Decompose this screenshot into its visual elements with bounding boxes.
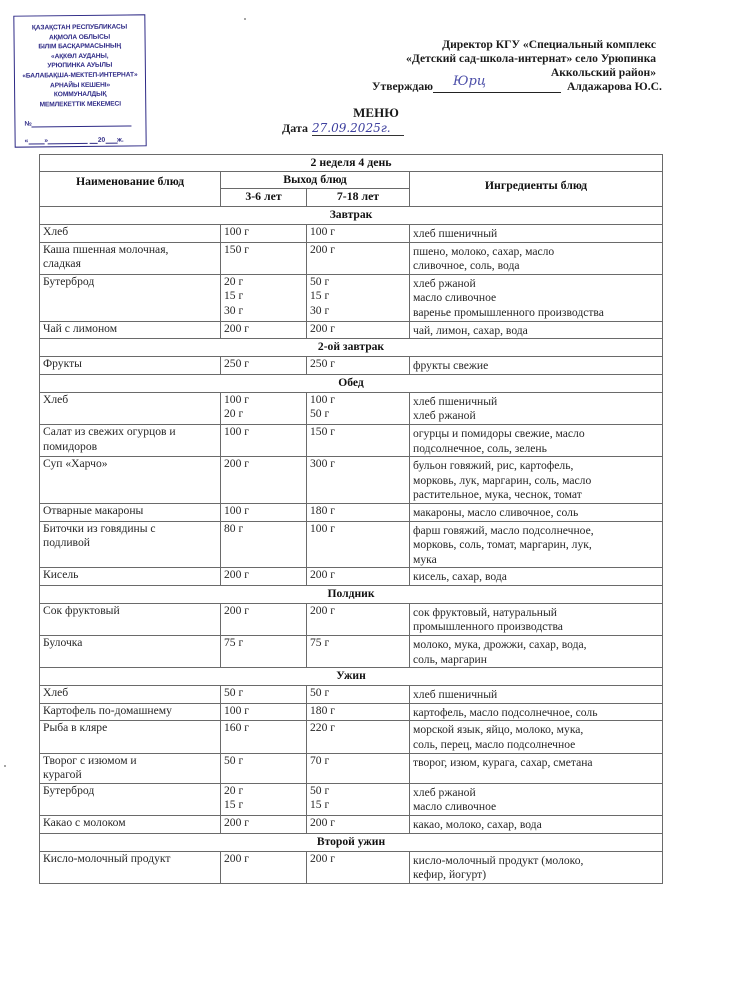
dish-name-text: Фрукты [43,357,82,371]
dish-name-cell [40,603,221,635]
yield-7-18-cell [307,721,410,753]
ingredients-cell [410,274,663,321]
dish-name-text: Хлеб [43,225,69,238]
dish-name-cell [40,424,221,456]
yield-7-18-text: 30 г [310,303,330,317]
ingredients-cell [410,816,663,834]
yield-7-18-cell [307,503,410,521]
dish-name-cell [40,568,221,586]
yield-7-18-cell [307,357,410,375]
dish-name-text: Булочка [43,636,83,650]
section-row [40,374,663,392]
yield-7-18-cell [307,816,410,834]
dish-name-text: подливой [43,536,90,550]
ingredients-text: морской язык, яйцо, молоко, мука, [413,723,584,737]
approval-line-1: Директор КГУ «Специальный комплекс [442,38,656,51]
yield-3-6-text: 100 г [224,392,250,406]
ingredients-cell [410,357,663,375]
page-title [0,105,732,121]
table-row [40,636,663,668]
header-yield: Выход блюд [221,172,410,189]
yield-3-6-cell [221,686,307,704]
yield-7-18-text: 200 г [310,568,336,582]
week-day-row [40,155,663,172]
yield-7-18-text: 200 г [310,603,336,617]
section-row [40,339,663,357]
stamp-line: «БАЛАБАҚША-МЕКТЕП-ИНТЕРНАТ» [22,71,138,80]
table-row [40,424,663,456]
dish-name-cell [40,225,221,243]
dish-name-text: Хлеб [43,686,69,700]
table-row [40,392,663,424]
yield-3-6-text: 200 г [224,816,250,829]
dish-name-cell [40,521,221,568]
ingredients-cell [410,703,663,721]
yield-3-6-cell [221,721,307,753]
table-row [40,603,663,635]
stamp-number-label: № [24,120,32,128]
yield-3-6-cell [221,703,307,721]
yield-7-18-cell [307,457,410,504]
ingredients-cell [410,753,663,783]
yield-7-18-cell [307,274,410,321]
ingredients-cell [410,392,663,424]
yield-7-18-text: 50 г [310,407,330,421]
dish-name-cell [40,753,221,783]
dish-name-cell [40,242,221,274]
yield-7-18-text: 180 г [310,703,336,717]
dish-name-text: Чай с лимоном [43,321,118,335]
scan-speck [4,765,6,767]
yield-3-6-text: 200 г [224,321,250,335]
week-day-title: 2 неделя 4 день [40,155,663,172]
stamp-quote-close: » [44,137,49,145]
dish-name-cell [40,686,221,704]
dish-name-cell [40,816,221,834]
ingredients-text: чай, лимон, сахар, вода [413,323,528,337]
approver-name: Алдажарова Ю.С. [567,80,662,93]
ingredients-text: морковь, соль, томат, маргарин, лук, [413,538,592,552]
stamp-year-underline [105,136,117,144]
ingredients-cell [410,503,663,521]
header-row-1 [40,172,663,189]
approve-label: Утверждаю [372,80,433,93]
table-row [40,816,663,834]
dish-name-text: Картофель по-домашнему [43,703,172,717]
ingredients-text: творог, изюм, курага, сахар, сметана [413,755,593,769]
yield-3-6-text: 50 г [224,686,244,700]
yield-3-6-text: 100 г [224,503,250,517]
ingredients-cell [410,521,663,568]
dish-name-cell [40,392,221,424]
dish-name-text: Суп «Харчо» [43,457,108,471]
dish-name-text: Какао с молоком [43,816,126,829]
meal-section-title: Второй ужин [40,833,663,851]
dish-name-text: курагой [43,768,82,782]
yield-3-6-text: 20 г [224,274,244,288]
table-row [40,321,663,339]
yield-7-18-text: 15 г [310,798,330,812]
table-row [40,783,663,815]
yield-7-18-cell [307,242,410,274]
yield-3-6-text: 100 г [224,225,250,238]
table-row [40,242,663,274]
stamp-line: МЕМЛЕКЕТТІК МЕКЕМЕСІ [39,100,121,109]
ingredients-text: кисель, сахар, вода [413,570,507,584]
dish-name-cell [40,274,221,321]
yield-7-18-cell [307,568,410,586]
yield-7-18-cell [307,392,410,424]
stamp-line: КОММУНАЛДЫҚ [53,90,107,99]
yield-7-18-text: 180 г [310,503,336,517]
ingredients-cell [410,424,663,456]
yield-3-6-cell [221,225,307,243]
table-row [40,457,663,504]
yield-3-6-cell [221,521,307,568]
ingredients-text: макароны, масло сливочное, соль [413,505,579,519]
ingredients-cell [410,851,663,883]
stamp-line: «АҚКӨЛ АУДАНЫ, [50,52,109,61]
stamp-month-underline [48,136,88,144]
table-header [40,155,663,207]
ingredients-text: хлеб ржаной [413,276,476,290]
ingredients-text: промышленного производства [413,620,563,634]
yield-3-6-text: 15 г [224,289,244,303]
ingredients-text: пшено, молоко, сахар, масло [413,244,555,258]
ingredients-text: картофель, масло подсолнечное, соль [413,705,598,719]
stamp-line: АҚМОЛА ОБЛЫСЫ [48,33,111,41]
yield-7-18-cell [307,636,410,668]
yield-3-6-text: 75 г [224,636,244,650]
dish-name-text: Отварные макароны [43,503,144,517]
signature-underline [433,74,561,93]
dish-name-cell [40,851,221,883]
approval-line-3: Аккольский район» [550,66,656,80]
yield-3-6-cell [221,503,307,521]
ingredients-text: морковь, лук, маргарин, соль, масло [413,473,592,487]
yield-3-6-text: 80 г [224,521,244,535]
date-label: Дата [282,121,308,135]
table-row [40,225,663,243]
yield-3-6-cell [221,783,307,815]
menu-table [39,154,663,884]
stamp-day-underline [28,137,44,145]
yield-7-18-text: 70 г [310,753,330,767]
header-ingredients: Ингредиенты блюд [410,172,663,207]
ingredients-text: кефир, йогурт) [413,868,487,882]
dish-name-cell [40,783,221,815]
table-row [40,503,663,521]
dish-name-text: Салат из свежих огурцов и [43,424,176,438]
yield-7-18-text: 75 г [310,636,330,650]
yield-3-6-cell [221,636,307,668]
stamp-line: УРЮПИНКА АУЫЛЫ [47,62,113,70]
yield-3-6-cell [221,753,307,783]
ingredients-cell [410,225,663,243]
yield-3-6-cell [221,357,307,375]
yield-3-6-cell [221,392,307,424]
ingredients-text: хлеб ржаной [413,409,476,423]
yield-7-18-cell [307,753,410,783]
ingredients-cell [410,603,663,635]
scan-speck [244,18,246,20]
yield-7-18-cell [307,521,410,568]
yield-3-6-cell [221,816,307,834]
stamp-year-suffix: ж. [117,136,124,144]
yield-7-18-text: 150 г [310,424,336,438]
yield-3-6-text: 250 г [224,357,250,371]
stamp-line: БІЛІМ БАСҚАРМАСЫНЫҢ [38,42,122,51]
dish-name-text: Каша пшенная молочная, [43,242,169,256]
yield-3-6-cell [221,424,307,456]
ingredients-cell [410,636,663,668]
table-row [40,721,663,753]
header-dish-name: Наименование блюд [40,172,221,207]
yield-7-18-text: 300 г [310,457,336,471]
ingredients-text: соль, маргарин [413,652,487,666]
ingredients-text: соль, перец, масло подсолнечное [413,738,576,752]
yield-3-6-cell [221,603,307,635]
yield-3-6-cell [221,457,307,504]
table-row [40,274,663,321]
ingredients-text: хлеб ржаной [413,785,476,799]
ingredients-text: хлеб пшеничный [413,227,498,240]
stamp-line: ҚАЗАҚСТАН РЕСПУБЛИКАСЫ [31,23,128,32]
yield-3-6-text: 160 г [224,721,250,735]
ingredients-text: кисло-молочный продукт (молоко, [413,853,584,867]
date-value: 27.09.2025г. [312,122,404,136]
table-row [40,753,663,783]
dish-name-cell [40,703,221,721]
yield-7-18-text: 200 г [310,242,336,256]
yield-7-18-cell [307,225,410,243]
dish-name-cell [40,503,221,521]
yield-7-18-cell [307,686,410,704]
meal-section-title: 2-ой завтрак [40,339,663,357]
meal-section-title: Полдник [40,585,663,603]
yield-7-18-text: 100 г [310,225,336,238]
yield-7-18-text: 100 г [310,392,336,406]
yield-3-6-text: 50 г [224,753,244,767]
ingredients-text: сливочное, соль, вода [413,259,520,273]
ingredients-text: хлеб пшеничный [413,688,498,702]
yield-7-18-cell [307,424,410,456]
yield-3-6-text: 100 г [224,424,250,438]
yield-7-18-text: 50 г [310,783,330,797]
yield-7-18-text: 250 г [310,357,336,371]
yield-7-18-text: 200 г [310,321,336,335]
table-row [40,686,663,704]
ingredients-cell [410,321,663,339]
table-body [40,207,663,884]
dish-name-text: сладкая [43,257,81,271]
dish-name-cell [40,457,221,504]
ingredients-text: какао, молоко, сахар, вода [413,818,542,831]
yield-3-6-text: 200 г [224,603,250,617]
yield-3-6-text: 150 г [224,242,250,256]
yield-7-18-text: 100 г [310,521,336,535]
yield-7-18-cell [307,783,410,815]
approval-header [406,38,656,81]
yield-7-18-cell [307,851,410,883]
yield-3-6-text: 20 г [224,783,244,797]
dish-name-text: Хлеб [43,392,69,406]
ingredients-text: варенье промышленного производства [413,305,604,319]
meal-section-title: Обед [40,374,663,392]
dish-name-text: Кисло-молочный продукт [43,851,171,865]
dish-name-text: Сок фруктовый [43,603,120,617]
dish-name-text: Рыба в кляре [43,721,108,735]
dish-name-text: помидоров [43,439,98,453]
ingredients-text: фрукты свежие [413,359,489,373]
ingredients-text: бульон говяжий, рис, картофель, [413,459,574,473]
ingredients-text: масло сливочное [413,291,497,305]
yield-7-18-text: 50 г [310,686,330,700]
yield-7-18-cell [307,603,410,635]
section-row [40,668,663,686]
yield-3-6-cell [221,568,307,586]
table-row [40,568,663,586]
yield-3-6-text: 200 г [224,568,250,582]
dish-name-text: Кисель [43,568,79,582]
dish-name-cell [40,321,221,339]
ingredients-text: мука [413,552,437,566]
dish-name-cell [40,721,221,753]
table-row [40,851,663,883]
dish-name-cell [40,636,221,668]
yield-3-6-text: 20 г [224,407,244,421]
section-row [40,833,663,851]
dish-name-text: Творог с изюмом и [43,753,137,767]
official-stamp [13,14,146,147]
meal-section-title: Завтрак [40,207,663,225]
ingredients-text: масло сливочное [413,800,497,814]
dish-name-text: Биточки из говядины с [43,521,156,535]
dish-name-cell [40,357,221,375]
approval-line-2: «Детский сад-школа-интернат» село Урюпинка [406,52,656,66]
section-row [40,207,663,225]
ingredients-cell [410,457,663,504]
ingredients-text: фарш говяжий, масло подсолнечное, [413,523,594,537]
document-date [282,121,404,136]
ingredients-cell [410,721,663,753]
ingredients-text: сок фруктовый, натуральный [413,605,557,619]
ingredients-text: молоко, мука, дрожжи, сахар, вода, [413,638,587,652]
stamp-year-prefix: 20 [97,137,106,145]
ingredients-text: огурцы и помидоры свежие, масло [413,426,585,440]
yield-3-6-text: 200 г [224,851,250,865]
yield-7-18-text: 200 г [310,851,336,865]
ingredients-text: хлеб пшеничный [413,394,498,408]
ingredients-text: растительное, мука, чеснок, томат [413,488,582,502]
approve-signature-line [372,74,662,93]
yield-3-6-text: 100 г [224,703,250,717]
stamp-quote-open: « [24,137,29,145]
dish-name-text: Бутерброд [43,274,95,288]
yield-7-18-cell [307,703,410,721]
stamp-line: АРНАЙЫ КЕШЕНІ» [49,81,111,89]
section-row [40,585,663,603]
ingredients-text: подсолнечное, соль, зелень [413,441,547,455]
yield-3-6-text: 200 г [224,457,250,471]
meal-section-title: Ужин [40,668,663,686]
title-text: МЕНЮ [353,105,399,120]
yield-3-6-cell [221,321,307,339]
table-row [40,357,663,375]
header-age-3-6: 3-6 лет [221,189,307,207]
ingredients-cell [410,242,663,274]
yield-7-18-cell [307,321,410,339]
ingredients-cell [410,783,663,815]
yield-7-18-text: 220 г [310,721,336,735]
stamp-date-field [16,136,146,145]
ingredients-cell [410,686,663,704]
header-age-7-18: 7-18 лет [307,189,410,207]
yield-3-6-text: 30 г [224,303,244,317]
stamp-text [14,22,145,110]
yield-3-6-cell [221,851,307,883]
yield-3-6-cell [221,274,307,321]
table-row [40,521,663,568]
yield-7-18-text: 200 г [310,816,336,829]
yield-7-18-text: 50 г [310,274,330,288]
handwritten-signature: Юрц [453,74,486,89]
yield-3-6-text: 15 г [224,798,244,812]
dish-name-text: Бутерброд [43,783,95,797]
yield-3-6-cell [221,242,307,274]
table-row [40,703,663,721]
yield-7-18-text: 15 г [310,289,330,303]
ingredients-cell [410,568,663,586]
